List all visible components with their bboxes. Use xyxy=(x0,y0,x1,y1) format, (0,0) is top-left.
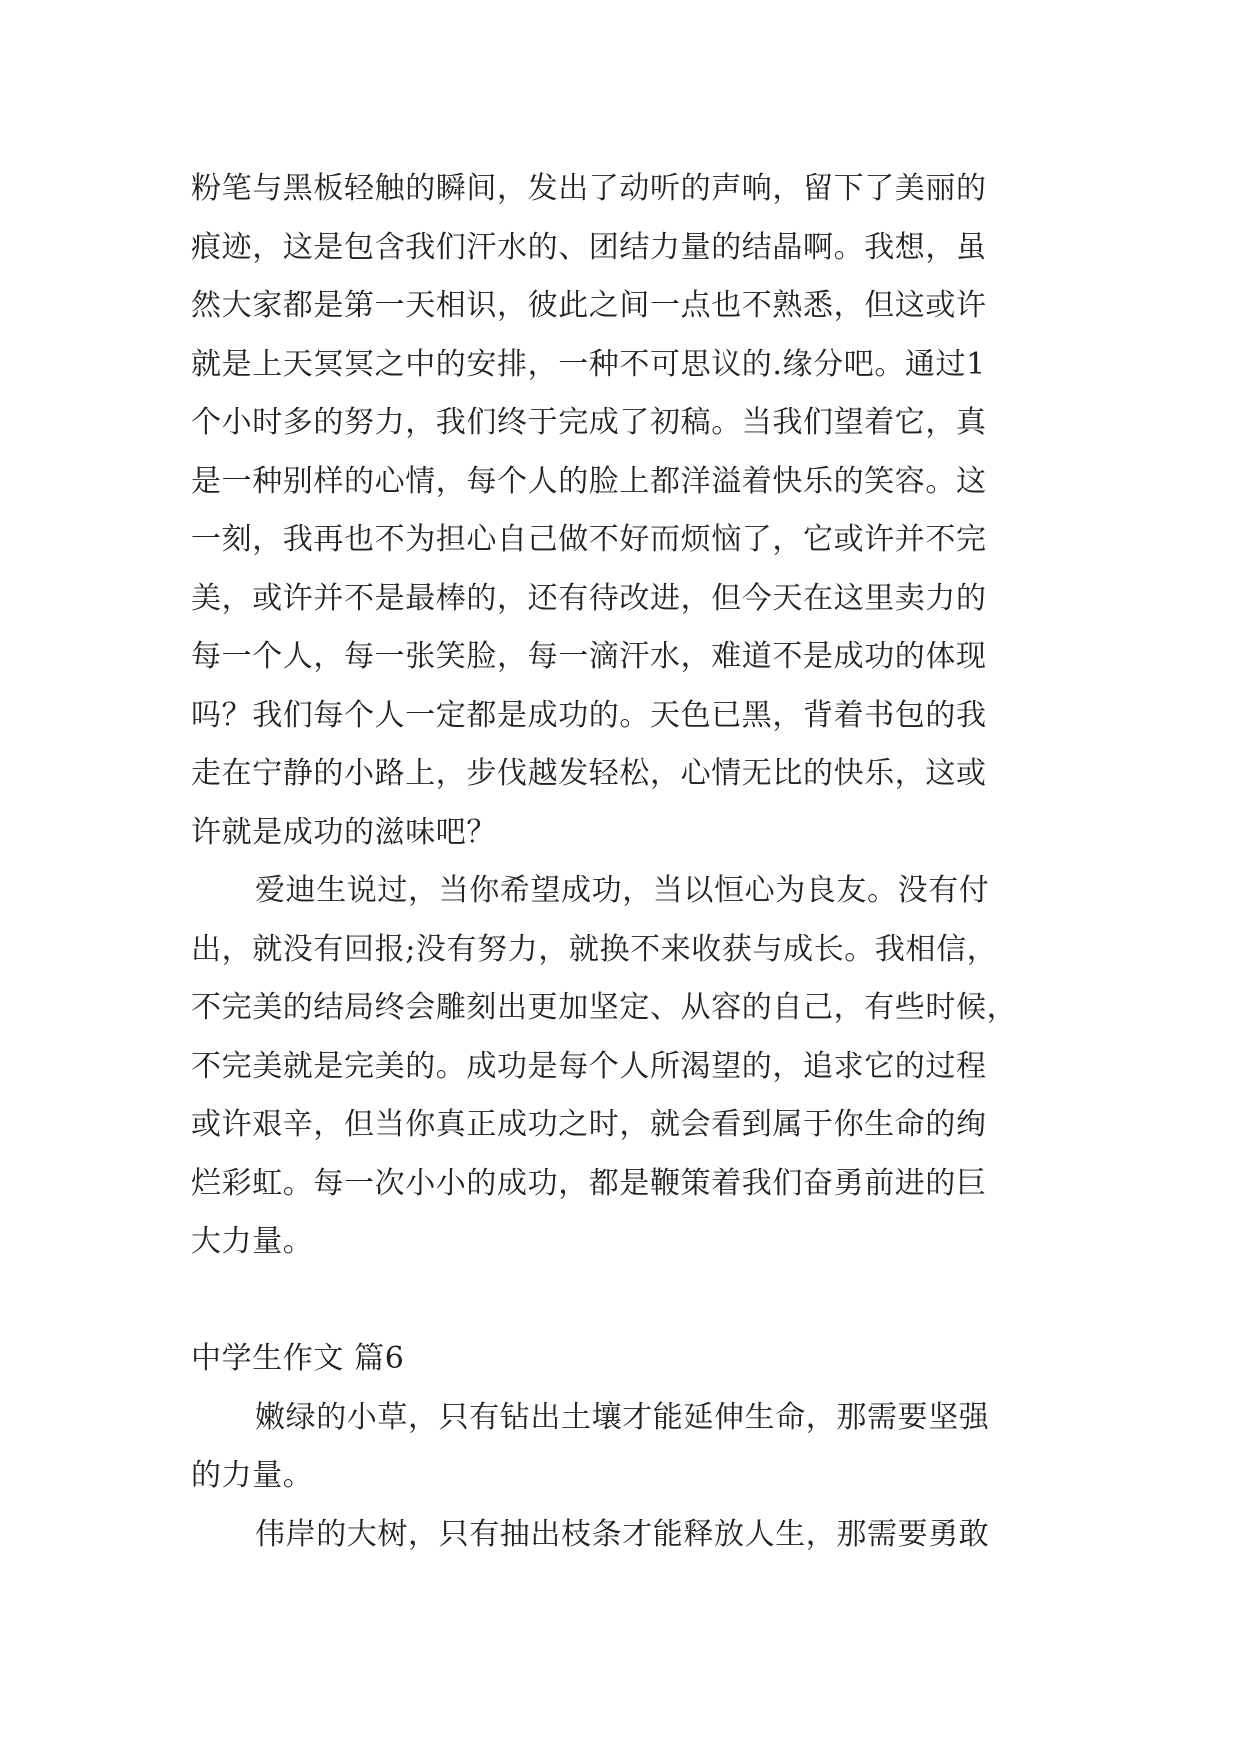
text-line: 吗？我们每个人一定都是成功的。天色已黑，背着书包的我 xyxy=(191,697,987,733)
text-line: 不完美就是完美的。成功是每个人所渴望的，追求它的过程 xyxy=(191,1048,987,1084)
closing-paragraph xyxy=(191,862,1051,1272)
text-line: 许就是成功的滋味吧？ xyxy=(191,814,497,850)
text-line: 的力量。 xyxy=(191,1458,314,1493)
text-line: 个小时多的努力，我们终于完成了初稿。当我们望着它，真 xyxy=(191,405,987,440)
continuation-paragraph xyxy=(191,160,1051,862)
text-line: 是一种别样的心情，每个人的脸上都洋溢着快乐的笑容。这 xyxy=(191,463,987,499)
text-line: 嫩绿的小草，只有钻出土壤才能延伸生命，那需要坚强 xyxy=(255,1399,990,1435)
essay6-paragraph-2 xyxy=(191,1506,1051,1565)
text-line: 爱迪生说过，当你希望成功，当以恒心为良友。没有付 xyxy=(255,873,990,908)
essay6-paragraph-1 xyxy=(191,1389,1051,1506)
text-line: 或许艰辛，但当你真正成功之时，就会看到属于你生命的绚 xyxy=(191,1107,987,1142)
section-spacer xyxy=(191,1272,1051,1331)
text-line: 就是上天冥冥之中的安排，一种不可思议的.缘分吧。通过1 xyxy=(191,346,986,382)
text-line: 大力量。 xyxy=(191,1224,314,1259)
section-heading: 中学生作文 篇6 xyxy=(191,1341,405,1376)
text-line: 走在宁静的小路上，步伐越发轻松，心情无比的快乐，这或 xyxy=(191,756,987,791)
text-line: 痕迹，这是包含我们汗水的、团结力量的结晶啊。我想，虽 xyxy=(191,229,987,265)
text-line: 不完美的结局终会雕刻出更加坚定、从容的自己，有些时候， xyxy=(191,990,1018,1025)
text-line: 然大家都是第一天相识，彼此之间一点也不熟悉，但这或许 xyxy=(191,288,987,323)
text-line: 一刻，我再也不为担心自己做不好而烦恼了，它或许并不完 xyxy=(191,522,987,557)
text-line: 美，或许并不是最棒的，还有待改进，但今天在这里卖力的 xyxy=(191,580,987,616)
text-line: 烂彩虹。每一次小小的成功，都是鞭策着我们奋勇前进的巨 xyxy=(191,1165,987,1201)
text-line: 粉笔与黑板轻触的瞬间，发出了动听的声响，留下了美丽的 xyxy=(191,171,987,206)
text-line: 出，就没有回报;没有努力，就换不来收获与成长。我相信， xyxy=(191,931,998,967)
text-line: 伟岸的大树，只有抽出枝条才能释放人生，那需要勇敢 xyxy=(255,1516,990,1552)
text-line: 每一个人，每一张笑脸，每一滴汗水，难道不是成功的体现 xyxy=(191,639,987,674)
document-body xyxy=(191,160,1051,1564)
